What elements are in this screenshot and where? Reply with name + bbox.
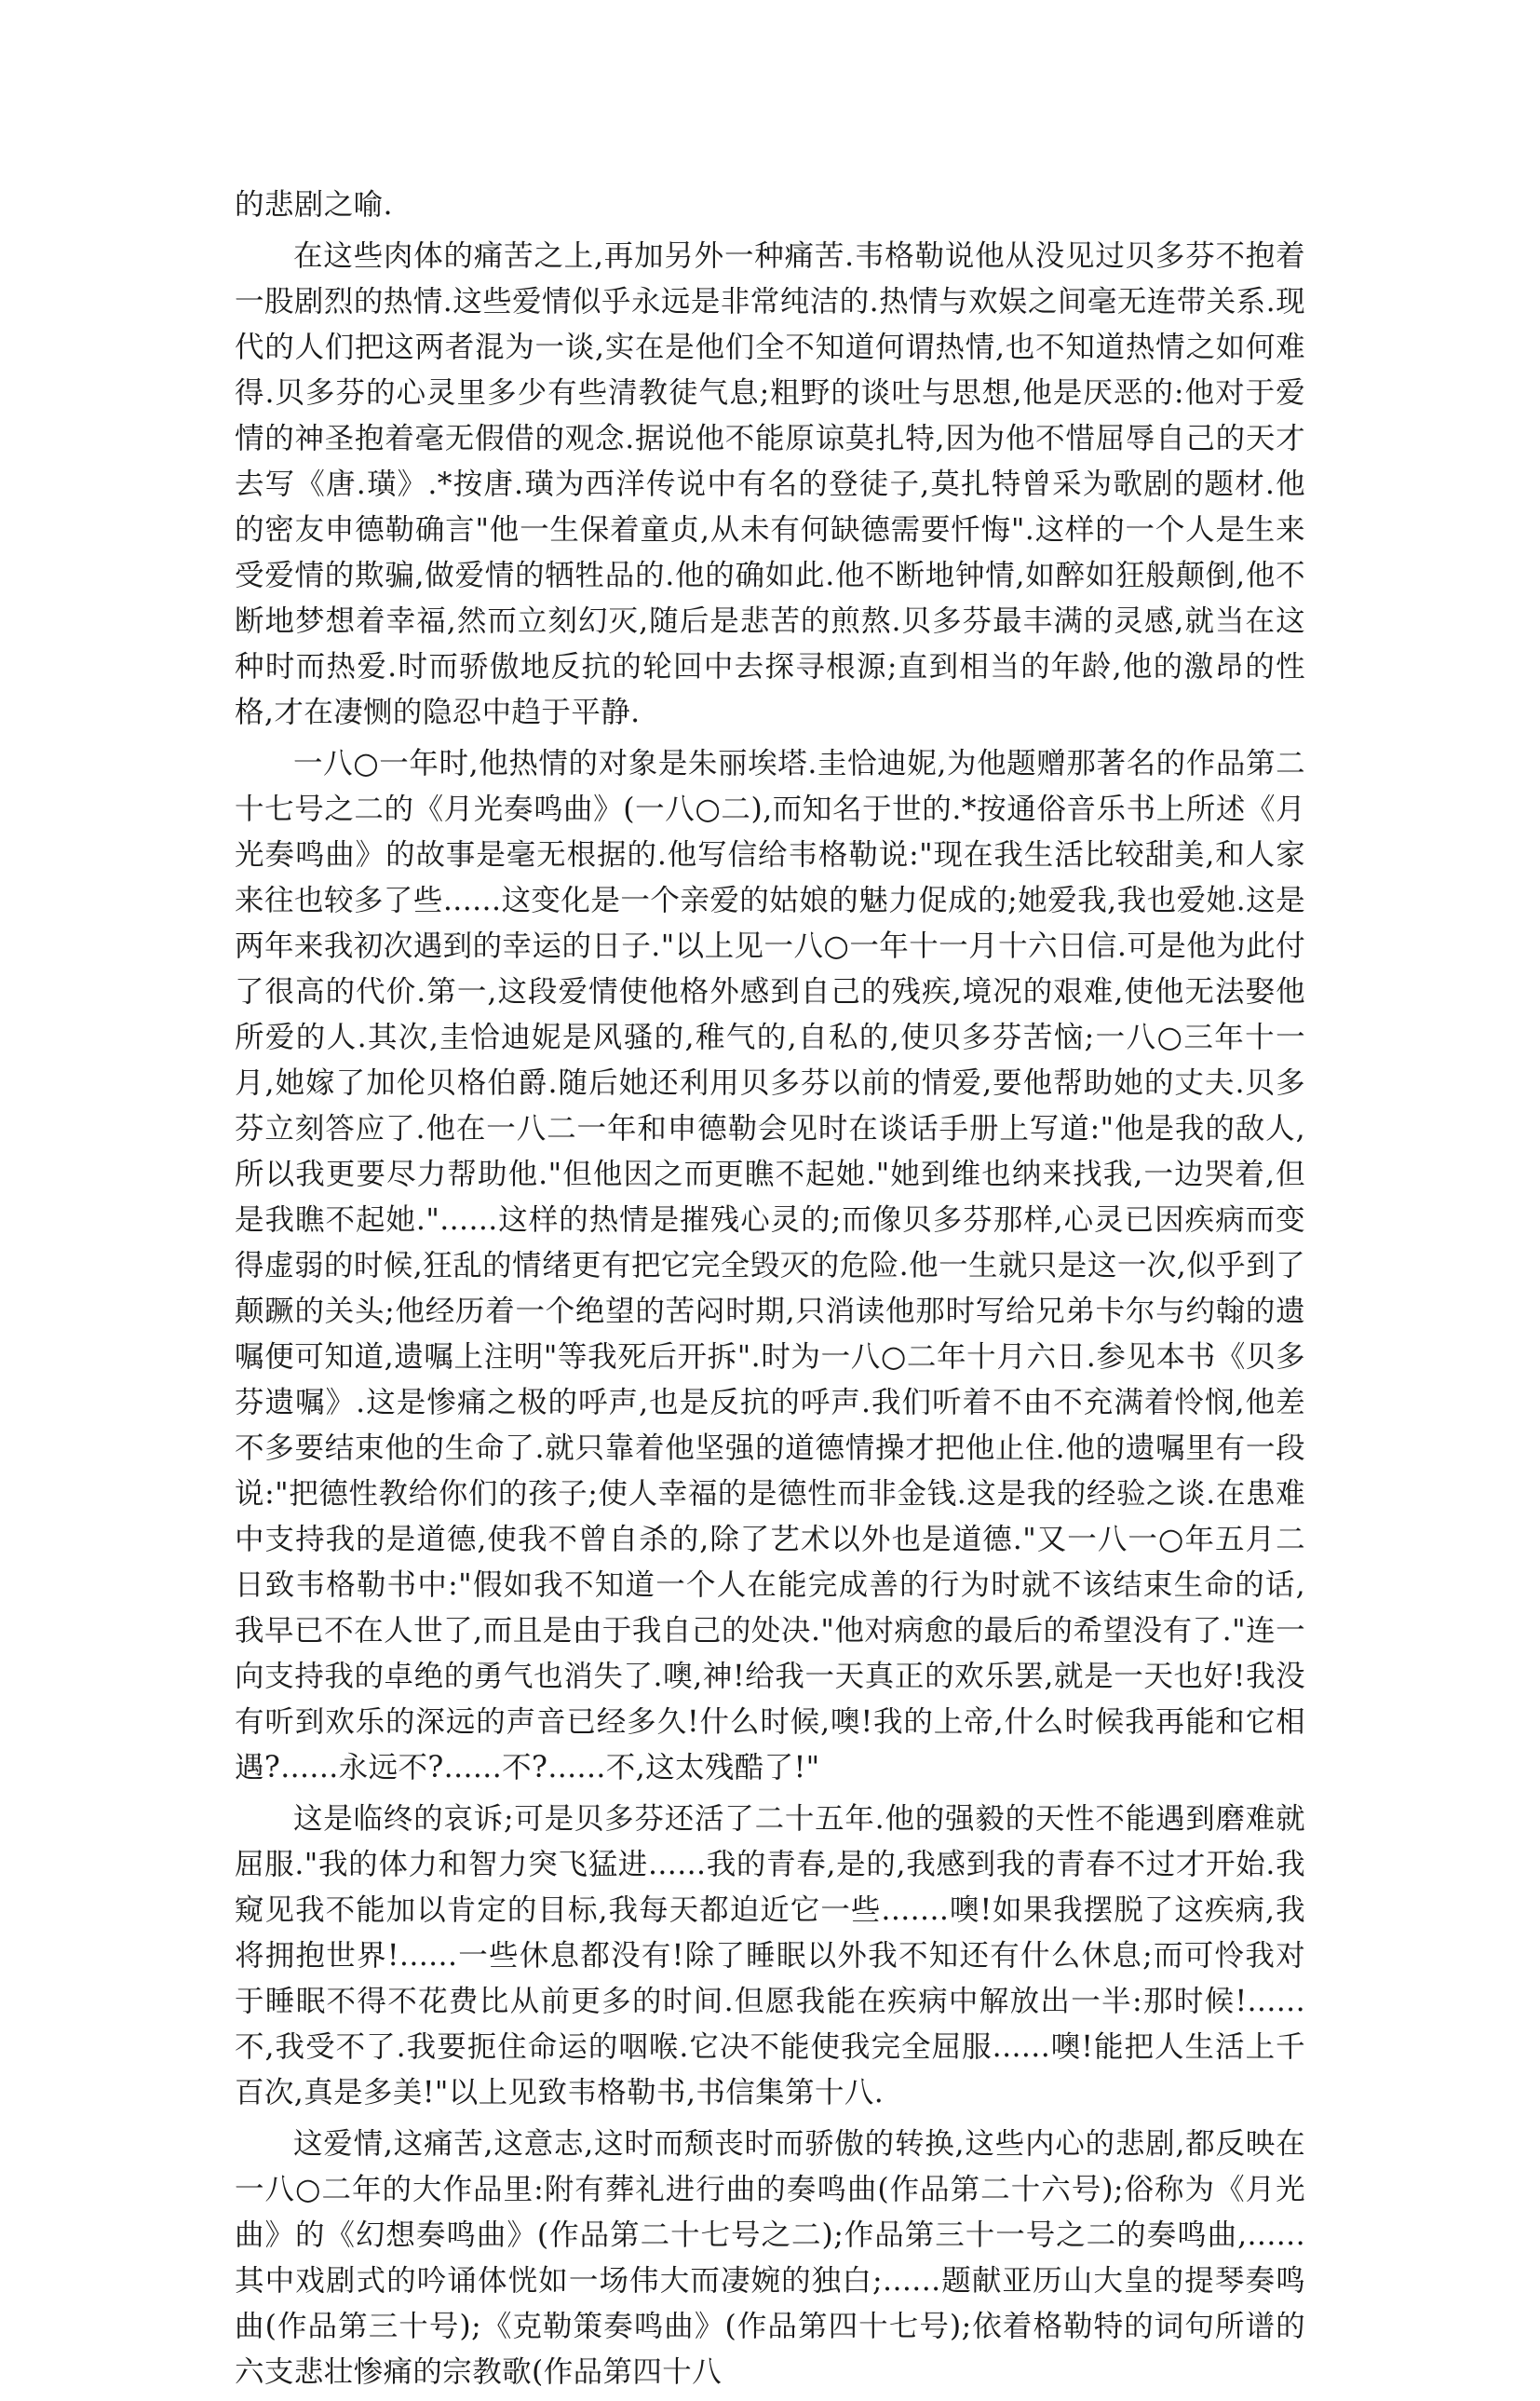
paragraph-5: 这爱情,这痛苦,这意志,这时而颓丧时而骄傲的转换,这些内心的悲剧,都反映在一八○二年的大作品里:附有葬礼进行曲的奏鸣曲(作品第二十六号);俗称为《月光曲》的《幻想奏鸣曲》(作品第二十七号之二);作品第三十一号之二的奏鸣曲,......其中戏剧式的吟诵体恍如一场伟大而凄婉的独白;......题献亚历山大皇的提琴奏鸣曲(作品第三十号);《克勒策奏鸣曲》(作品第四十七号);依着格勒特的词句所谱的六支悲壮惨痛的宗教歌(作品第四十八: [235, 2127, 1305, 2389]
paragraph-1: 的悲剧之喻.: [235, 188, 393, 222]
document-page: [235, 183, 1305, 2401]
paragraph-3: 一八○一年时,他热情的对象是朱丽埃塔.圭恰迪妮,为他题赠那著名的作品第二十七号之二的《月光奏鸣曲》(一八○二),而知名于世的.*按通俗音乐书上所述《月光奏鸣曲》的故事是毫无根据的.他写信给韦格勒说:"现在我生活比较甜美,和人家来往也较多了些......这变化是一个亲爱的姑娘的魅力促成的;她爱我,我也爱她.这是两年来我初次遇到的幸运的日子."以上见一八○一年十一月十六日信.可是他为此付了很高的代价.第一,这段爱情使他格外感到自己的残疾,境况的艰难,使他无法娶他所爱的人.其次,圭恰迪妮是风骚的,稚气的,自私的,使贝多芬苦恼;一八○三年十一月,她嫁了加伦贝格伯爵.随后她还利用贝多芬以前的情爱,要他帮助她的丈夫.贝多芬立刻答应了.他在一八二一年和申德勒会见时在谈话手册上写道:"他是我的敌人,所以我更要尽力帮助他."但他因之而更瞧不起她."她到维也纳来找我,一边哭着,但是我瞧不起她."......这样的热情是摧残心灵的;而像贝多芬那样,心灵已因疾病而变得虚弱的时候,狂乱的情绪更有把它完全毁灭的危险.他一生就只是这一次,似乎到了颠蹶的关头;他经历着一个绝望的苦闷时期,只消读他那时写给兄弟卡尔与约翰的遗嘱便可知道,遗嘱上注明"等我死后开拆".时为一八○二年十月六日.参见本书《贝多芬遗嘱》.这是惨痛之极的呼声,也是反抗的呼声.我们听着不由不充满着怜悯,他差不多要结束他的生命了.就只靠着他坚强的道德情操才把他止住.他的遗嘱里有一段说:"把德性教给你们的孩子;使人幸福的是德性而非金钱.这是我的经验之谈.在患难中支持我的是道德,使我不曾自杀的,除了艺术以外也是道德."又一八一○年五月二日致韦格勒书中:"假如我不知道一个人在能完成善的行为时就不该结束生命的话,我早已不在人世了,而且是由于我自己的处决."他对病愈的最后的希望没有了."连一向支持我的卓绝的勇气也消失了.噢,神!给我一天真正的欢乐罢,就是一天也好!我没有听到欢乐的深远的声音已经多久!什么时候,噢!我的上帝,什么时候我再能和它相遇?......永远不?......不?......不,这太残酷了!": [235, 747, 1305, 1784]
paragraph-2: 在这些肉体的痛苦之上,再加另外一种痛苦.韦格勒说他从没见过贝多芬不抱着一股剧烈的热情.这些爱情似乎永远是非常纯洁的.热情与欢娱之间毫无连带关系.现代的人们把这两者混为一谈,实在是他们全不知道何谓热情,也不知道热情之如何难得.贝多芬的心灵里多少有些清教徒气息;粗野的谈吐与思想,他是厌恶的:他对于爱情的神圣抱着毫无假借的观念.据说他不能原谅莫扎特,因为他不惜屈辱自己的天才去写《唐.璜》.*按唐.璜为西洋传说中有名的登徒子,莫扎特曾采为歌剧的题材.他的密友申德勒确言"他一生保着童贞,从未有何缺德需要忏悔".这样的一个人是生来受爱情的欺骗,做爱情的牺牲品的.他的确如此.他不断地钟情,如醉如狂般颠倒,他不断地梦想着幸福,然而立刻幻灭,随后是悲苦的煎熬.贝多芬最丰满的灵感,就当在这种时而热爱.时而骄傲地反抗的轮回中去探寻根源;直到相当的年龄,他的激昂的性格,才在凄恻的隐忍中趋于平静.: [235, 239, 1305, 729]
paragraph-4: 这是临终的哀诉;可是贝多芬还活了二十五年.他的强毅的天性不能遇到磨难就屈服."我的体力和智力突飞猛进......我的青春,是的,我感到我的青春不过才开始.我窥见我不能加以肯定的目标,我每天都迫近它一些.......噢!如果我摆脱了这疾病,我将拥抱世界!......一些休息都没有!除了睡眠以外我不知还有什么休息;而可怜我对于睡眠不得不花费比从前更多的时间.但愿我能在疾病中解放出一半:那时候!......不,我受不了.我要扼住命运的咽喉.它决不能使我完全屈服......噢!能把人生活上千百次,真是多美!"以上见致韦格勒书,书信集第十八.: [235, 1802, 1305, 2109]
